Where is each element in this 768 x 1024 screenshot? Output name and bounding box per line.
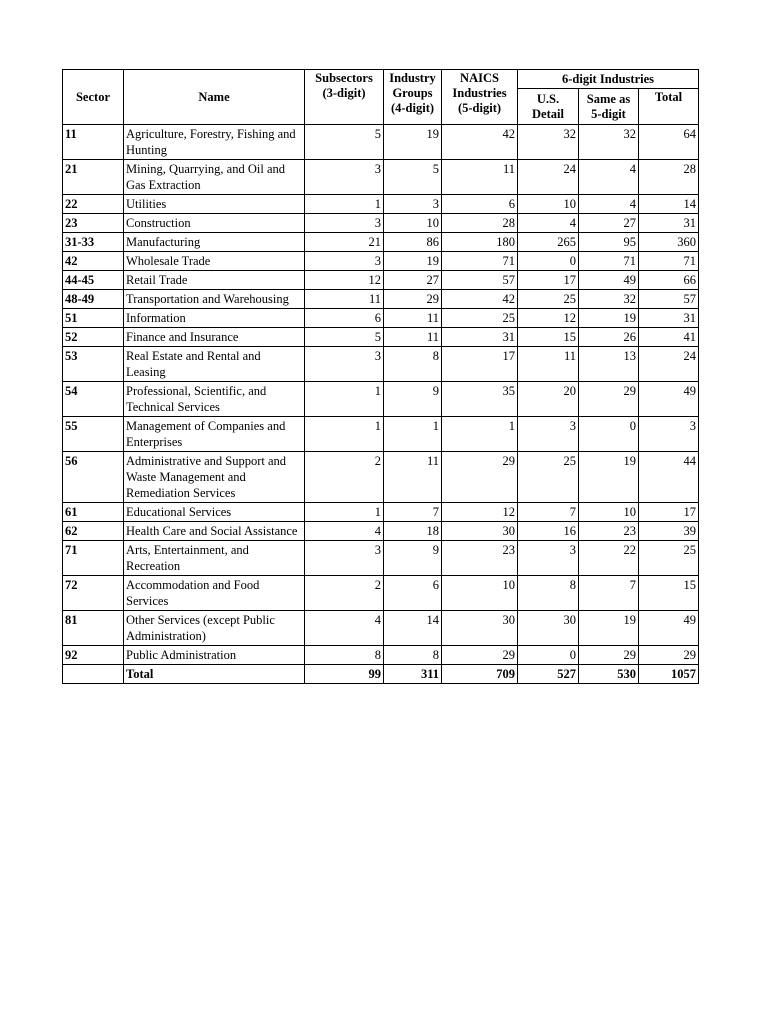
sector-name: Real Estate and Rental and Leasing (124, 347, 305, 382)
naics-industries-count: 6 (442, 195, 518, 214)
naics-industries-count: 10 (442, 576, 518, 611)
industry-groups-count: 1 (384, 417, 442, 452)
industry-groups-count: 11 (384, 309, 442, 328)
sector-code: 81 (63, 611, 124, 646)
total-count: 64 (639, 125, 699, 160)
naics-industries-count: 29 (442, 452, 518, 503)
table-row (63, 611, 699, 646)
us-detail-count: 3 (518, 541, 579, 576)
naics-industries-count: 71 (442, 252, 518, 271)
subsectors-count: 1 (305, 382, 384, 417)
sector-code: 23 (63, 214, 124, 233)
sector-name: Information (124, 309, 305, 328)
sector-name: Management of Companies and Enterprises (124, 417, 305, 452)
header-naics-industries: NAICS Industries (5-digit) (442, 70, 518, 125)
same-as-5-digit-count: 13 (579, 347, 639, 382)
same-as-5-digit-count: 10 (579, 503, 639, 522)
same-as-5-digit-count: 95 (579, 233, 639, 252)
table-row (63, 252, 699, 271)
us-detail-count: 4 (518, 214, 579, 233)
industry-groups-count: 29 (384, 290, 442, 309)
total-count: 17 (639, 503, 699, 522)
subsectors-count: 5 (305, 125, 384, 160)
same-as-5-digit-count: 26 (579, 328, 639, 347)
industry-groups-count: 11 (384, 452, 442, 503)
us-detail-count: 11 (518, 347, 579, 382)
same-as-5-digit-count: 71 (579, 252, 639, 271)
same-as-5-digit-count: 19 (579, 452, 639, 503)
naics-industries-count: 42 (442, 290, 518, 309)
totals-same-as-5-digit: 530 (579, 665, 639, 684)
subsectors-count: 1 (305, 195, 384, 214)
us-detail-count: 0 (518, 646, 579, 665)
naics-industries-count: 12 (442, 503, 518, 522)
totals-us-detail: 527 (518, 665, 579, 684)
same-as-5-digit-count: 4 (579, 195, 639, 214)
sector-name: Other Services (except Public Administration) (124, 611, 305, 646)
naics-industries-count: 17 (442, 347, 518, 382)
sector-code: 42 (63, 252, 124, 271)
subsectors-count: 12 (305, 271, 384, 290)
naics-industries-count: 28 (442, 214, 518, 233)
sector-name: Health Care and Social Assistance (124, 522, 305, 541)
sector-code: 62 (63, 522, 124, 541)
total-count: 15 (639, 576, 699, 611)
industry-groups-count: 5 (384, 160, 442, 195)
us-detail-count: 25 (518, 290, 579, 309)
total-count: 49 (639, 611, 699, 646)
table-row (63, 233, 699, 252)
sector-name: Administrative and Support and Waste Management and Remediation Services (124, 452, 305, 503)
same-as-5-digit-count: 19 (579, 309, 639, 328)
table-row (63, 503, 699, 522)
totals-code (63, 665, 124, 684)
totals-subsectors: 99 (305, 665, 384, 684)
industry-groups-count: 86 (384, 233, 442, 252)
us-detail-count: 15 (518, 328, 579, 347)
header-same-as-5-digit: Same as 5-digit (579, 89, 639, 125)
sector-code: 11 (63, 125, 124, 160)
naics-industries-count: 30 (442, 611, 518, 646)
table-row (63, 271, 699, 290)
sector-code: 44-45 (63, 271, 124, 290)
total-count: 24 (639, 347, 699, 382)
subsectors-count: 8 (305, 646, 384, 665)
table-footer (63, 665, 699, 684)
table-row (63, 646, 699, 665)
naics-industries-count: 57 (442, 271, 518, 290)
same-as-5-digit-count: 29 (579, 646, 639, 665)
sector-name: Utilities (124, 195, 305, 214)
table-row (63, 195, 699, 214)
sector-name: Educational Services (124, 503, 305, 522)
industry-groups-count: 9 (384, 382, 442, 417)
sector-name: Public Administration (124, 646, 305, 665)
industry-groups-count: 11 (384, 328, 442, 347)
naics-industries-count: 35 (442, 382, 518, 417)
naics-industries-count: 31 (442, 328, 518, 347)
total-count: 3 (639, 417, 699, 452)
table-header (63, 70, 699, 125)
table-row (63, 125, 699, 160)
table-row (63, 328, 699, 347)
sector-name: Transportation and Warehousing (124, 290, 305, 309)
sector-code: 71 (63, 541, 124, 576)
sector-name: Agriculture, Forestry, Fishing and Hunting (124, 125, 305, 160)
us-detail-count: 10 (518, 195, 579, 214)
subsectors-count: 3 (305, 541, 384, 576)
totals-label: Total (124, 665, 305, 684)
totals-naics-industries: 709 (442, 665, 518, 684)
industry-groups-count: 7 (384, 503, 442, 522)
industry-groups-count: 27 (384, 271, 442, 290)
sector-code: 48-49 (63, 290, 124, 309)
sector-name: Mining, Quarrying, and Oil and Gas Extraction (124, 160, 305, 195)
table-row (63, 417, 699, 452)
sector-code: 55 (63, 417, 124, 452)
subsectors-count: 1 (305, 503, 384, 522)
total-count: 41 (639, 328, 699, 347)
total-count: 360 (639, 233, 699, 252)
naics-industries-count: 29 (442, 646, 518, 665)
sector-code: 31-33 (63, 233, 124, 252)
us-detail-count: 3 (518, 417, 579, 452)
same-as-5-digit-count: 0 (579, 417, 639, 452)
same-as-5-digit-count: 32 (579, 290, 639, 309)
sector-name: Arts, Entertainment, and Recreation (124, 541, 305, 576)
us-detail-count: 16 (518, 522, 579, 541)
header-sector: Sector (63, 70, 124, 125)
total-count: 25 (639, 541, 699, 576)
industry-groups-count: 3 (384, 195, 442, 214)
header-subsectors: Subsectors (3-digit) (305, 70, 384, 125)
subsectors-count: 21 (305, 233, 384, 252)
sector-name: Professional, Scientific, and Technical Services (124, 382, 305, 417)
naics-sector-table (62, 69, 699, 684)
same-as-5-digit-count: 19 (579, 611, 639, 646)
industry-groups-count: 19 (384, 252, 442, 271)
sector-name: Finance and Insurance (124, 328, 305, 347)
subsectors-count: 5 (305, 328, 384, 347)
sector-name: Wholesale Trade (124, 252, 305, 271)
total-count: 31 (639, 309, 699, 328)
subsectors-count: 6 (305, 309, 384, 328)
same-as-5-digit-count: 22 (579, 541, 639, 576)
us-detail-count: 20 (518, 382, 579, 417)
total-count: 66 (639, 271, 699, 290)
industry-groups-count: 10 (384, 214, 442, 233)
table-row (63, 576, 699, 611)
subsectors-count: 2 (305, 576, 384, 611)
table-row (63, 541, 699, 576)
sector-code: 52 (63, 328, 124, 347)
total-count: 14 (639, 195, 699, 214)
same-as-5-digit-count: 7 (579, 576, 639, 611)
sector-code: 72 (63, 576, 124, 611)
us-detail-count: 24 (518, 160, 579, 195)
total-count: 49 (639, 382, 699, 417)
subsectors-count: 3 (305, 160, 384, 195)
sector-name: Retail Trade (124, 271, 305, 290)
total-count: 28 (639, 160, 699, 195)
sector-code: 61 (63, 503, 124, 522)
us-detail-count: 265 (518, 233, 579, 252)
subsectors-count: 4 (305, 522, 384, 541)
sector-code: 51 (63, 309, 124, 328)
subsectors-count: 4 (305, 611, 384, 646)
sector-code: 21 (63, 160, 124, 195)
sector-code: 54 (63, 382, 124, 417)
table-body (63, 125, 699, 665)
header-six-digit-industries: 6-digit Industries (518, 70, 699, 89)
industry-groups-count: 9 (384, 541, 442, 576)
same-as-5-digit-count: 29 (579, 382, 639, 417)
header-total: Total (639, 89, 699, 125)
table-row (63, 160, 699, 195)
us-detail-count: 32 (518, 125, 579, 160)
total-count: 31 (639, 214, 699, 233)
sector-name: Construction (124, 214, 305, 233)
naics-industries-count: 42 (442, 125, 518, 160)
table-row (63, 382, 699, 417)
sector-name: Manufacturing (124, 233, 305, 252)
subsectors-count: 2 (305, 452, 384, 503)
table-row (63, 522, 699, 541)
subsectors-count: 1 (305, 417, 384, 452)
sector-code: 22 (63, 195, 124, 214)
industry-groups-count: 8 (384, 646, 442, 665)
same-as-5-digit-count: 32 (579, 125, 639, 160)
us-detail-count: 30 (518, 611, 579, 646)
us-detail-count: 25 (518, 452, 579, 503)
sector-code: 56 (63, 452, 124, 503)
naics-industries-count: 23 (442, 541, 518, 576)
same-as-5-digit-count: 23 (579, 522, 639, 541)
industry-groups-count: 18 (384, 522, 442, 541)
same-as-5-digit-count: 49 (579, 271, 639, 290)
total-count: 29 (639, 646, 699, 665)
naics-industries-count: 25 (442, 309, 518, 328)
us-detail-count: 12 (518, 309, 579, 328)
table-row (63, 214, 699, 233)
industry-groups-count: 14 (384, 611, 442, 646)
totals-total: 1057 (639, 665, 699, 684)
naics-industries-count: 180 (442, 233, 518, 252)
total-count: 57 (639, 290, 699, 309)
us-detail-count: 8 (518, 576, 579, 611)
header-industry-groups: Industry Groups (4-digit) (384, 70, 442, 125)
table-row (63, 452, 699, 503)
subsectors-count: 3 (305, 252, 384, 271)
us-detail-count: 17 (518, 271, 579, 290)
subsectors-count: 3 (305, 214, 384, 233)
table-row (63, 290, 699, 309)
total-count: 39 (639, 522, 699, 541)
total-count: 44 (639, 452, 699, 503)
table-row (63, 347, 699, 382)
industry-groups-count: 19 (384, 125, 442, 160)
industry-groups-count: 6 (384, 576, 442, 611)
total-count: 71 (639, 252, 699, 271)
sector-code: 92 (63, 646, 124, 665)
us-detail-count: 7 (518, 503, 579, 522)
same-as-5-digit-count: 27 (579, 214, 639, 233)
same-as-5-digit-count: 4 (579, 160, 639, 195)
sector-name: Accommodation and Food Services (124, 576, 305, 611)
naics-industries-count: 30 (442, 522, 518, 541)
industry-groups-count: 8 (384, 347, 442, 382)
subsectors-count: 3 (305, 347, 384, 382)
us-detail-count: 0 (518, 252, 579, 271)
subsectors-count: 11 (305, 290, 384, 309)
totals-industry-groups: 311 (384, 665, 442, 684)
sector-code: 53 (63, 347, 124, 382)
naics-industries-count: 1 (442, 417, 518, 452)
naics-industries-count: 11 (442, 160, 518, 195)
table-row (63, 309, 699, 328)
header-name: Name (124, 70, 305, 125)
totals-row (63, 665, 699, 684)
header-us-detail: U.S. Detail (518, 89, 579, 125)
